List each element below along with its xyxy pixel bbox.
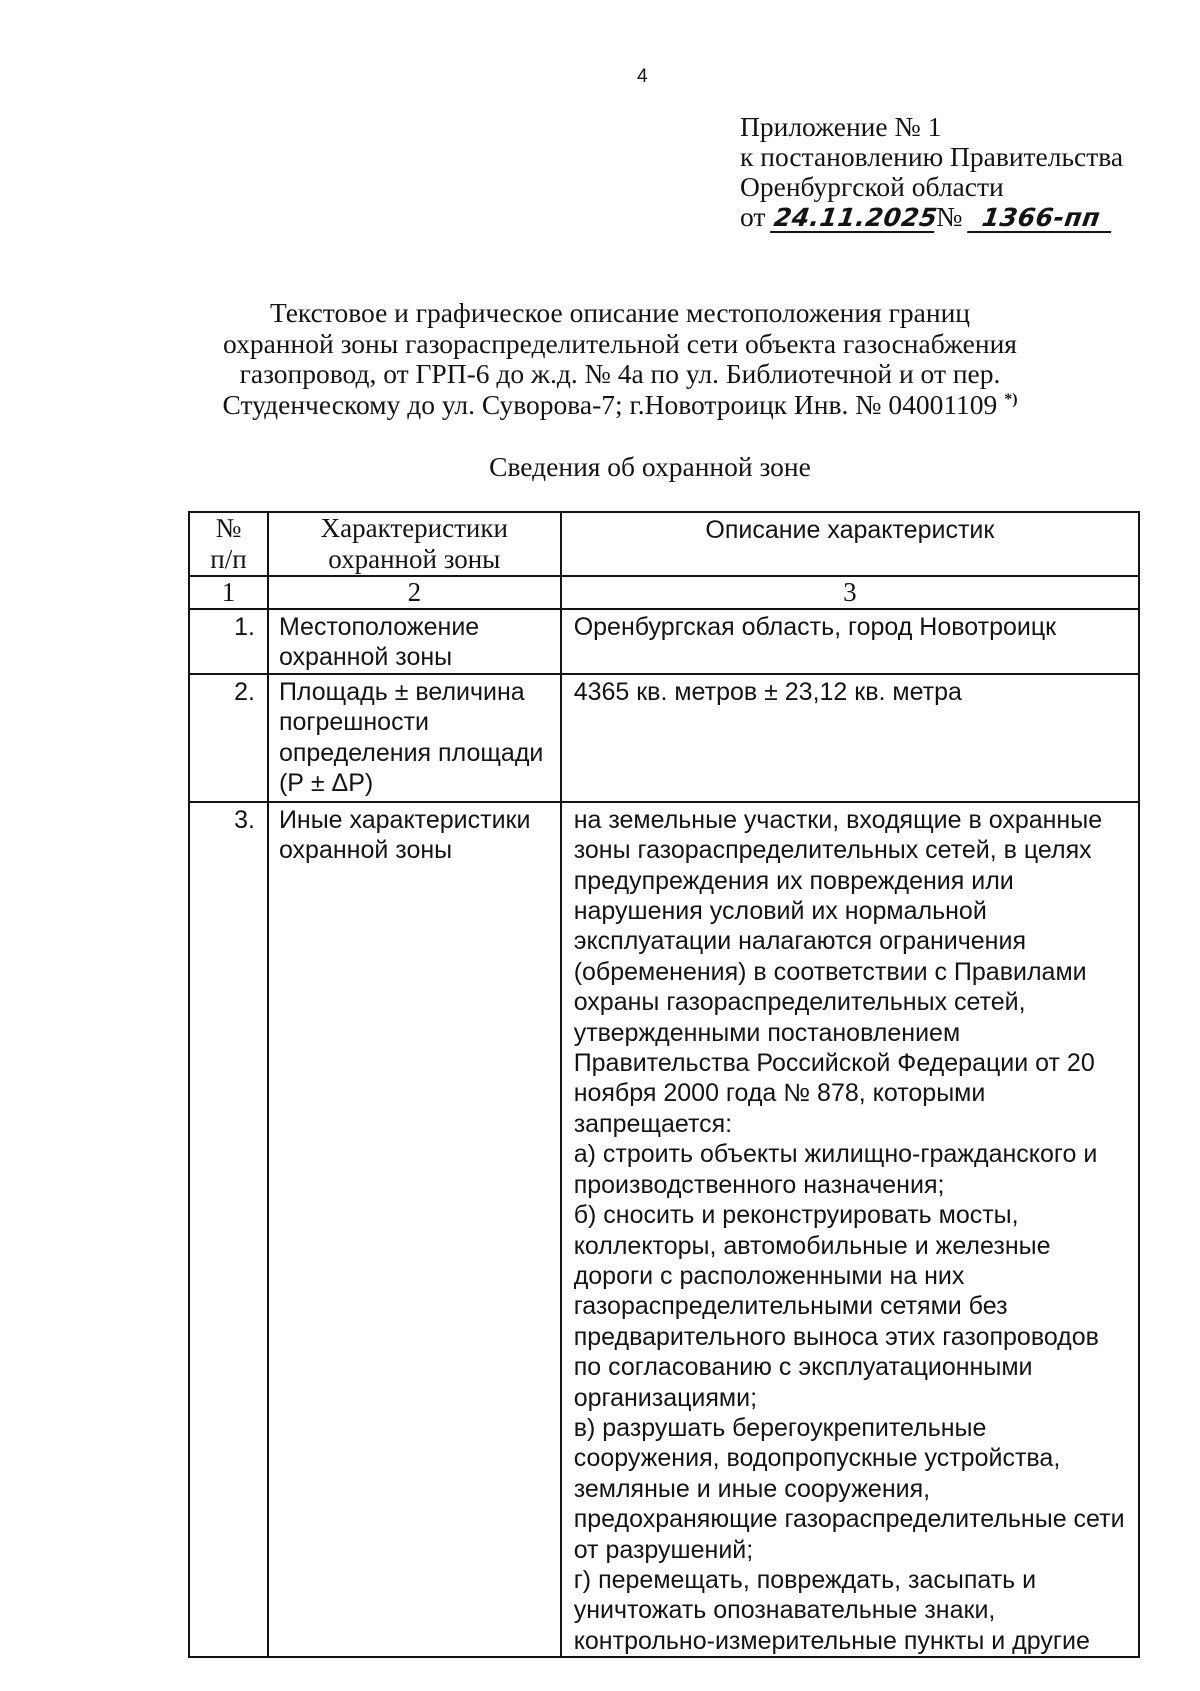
annex-line-3: Оренбургской области — [740, 171, 1004, 202]
table-row — [189, 802, 1139, 1657]
handwritten-number: 1366-пп — [967, 205, 1115, 233]
header-description: Описание характеристик — [561, 512, 1139, 576]
title-line-3: газопровод, от ГРП-6 до ж.д. № 4а по ул. Библиотечной и от пер. — [239, 358, 1001, 389]
row-description: 4365 кв. метров ± 23,12 кв. метра — [561, 674, 1139, 802]
row-description: Оренбургская область, город Новотроицк — [561, 609, 1139, 674]
title-line-2: охранной зоны газораспределительной сети объекта газоснабжения — [223, 327, 1017, 359]
row-characteristic: Местоположение охранной зоны — [268, 609, 561, 674]
row-number: 1. — [189, 609, 268, 674]
restrictions-intro: на земельные участки, входящие в охранные зоны газораспределительных сетей, в целях предупреждения их повреждения или нарушения условий их нормальной эксплуатации налагаются ограничения (обременения) в соответствии с Правилами охраны газораспределительных сетей, утвержденными постановлением Правительства Российской Федерации от 20 ноября 2000 года № 878, которыми запрещается: — [573, 805, 1103, 1138]
annex-date-line — [740, 202, 1123, 233]
column-number-3: 3 — [561, 576, 1139, 609]
annex-header — [740, 112, 1123, 233]
row-characteristic: Площадь ± величина погрешности определения площади (Р ± ΔР) — [268, 674, 561, 802]
title-line-4-wrap — [150, 390, 1090, 421]
title-line-1: Текстовое и графическое описание местоположения границ — [269, 297, 971, 328]
header-characteristic-line-1: Характеристики — [320, 513, 508, 543]
column-number-2: 2 — [268, 576, 561, 609]
row-number: 3. — [189, 802, 268, 1657]
row-description — [561, 802, 1139, 1657]
column-number-row — [189, 576, 1139, 609]
title-line-4: Студенческому до ул. Суворова-7; г.Новотроицк Инв. № 04001109 — [222, 388, 998, 420]
section-subtitle: Сведения об охранной зоне — [489, 451, 811, 482]
annex-line-2: к постановлению Правительства — [740, 141, 1124, 172]
handwritten-date: 24.11.2025 — [770, 205, 938, 233]
header-characteristic — [268, 512, 561, 576]
row-characteristic: Иные характеристики охранной зоны — [268, 802, 561, 1657]
page-number: 4 — [637, 66, 648, 87]
row-number: 2. — [189, 674, 268, 802]
restriction-item-d: г) перемещать, повреждать, засыпать и уничтожать опознавательные знаки, контрольно-измерительные пункты и другие — [573, 1565, 1090, 1655]
annex-from-label: от — [740, 201, 766, 232]
zone-info-table — [188, 511, 1140, 1658]
table-row — [189, 674, 1139, 802]
restriction-item-c: в) разрушать берегоукрепительные сооружения, водопропускные устройства, земляные и иные сооружения, предохраняющие газораспределительные сети от разрушений; — [573, 1413, 1125, 1564]
header-number-line-2: п/п — [210, 543, 247, 574]
footnote-mark: *) — [1004, 390, 1018, 408]
table-header-row — [189, 512, 1139, 576]
annex-line-1: Приложение № 1 — [740, 111, 942, 142]
restriction-item-a: а) строить объекты жилищно-гражданского и производственного назначения; — [573, 1140, 1098, 1199]
header-characteristic-line-2: охранной зоны — [328, 543, 501, 574]
header-number-line-1: № — [215, 513, 242, 543]
column-number-1: 1 — [189, 576, 268, 609]
annex-number-label: № — [936, 201, 963, 232]
header-number — [189, 512, 268, 576]
document-title — [150, 298, 1090, 420]
restriction-item-b: б) сносить и реконструировать мосты, коллекторы, автомобильные и железные дороги с расположенными на них газораспределительными сетями без предварительного выноса этих газопроводов по согласованию с эксплуатационными организациями; — [573, 1201, 1099, 1412]
table-row — [189, 609, 1139, 674]
